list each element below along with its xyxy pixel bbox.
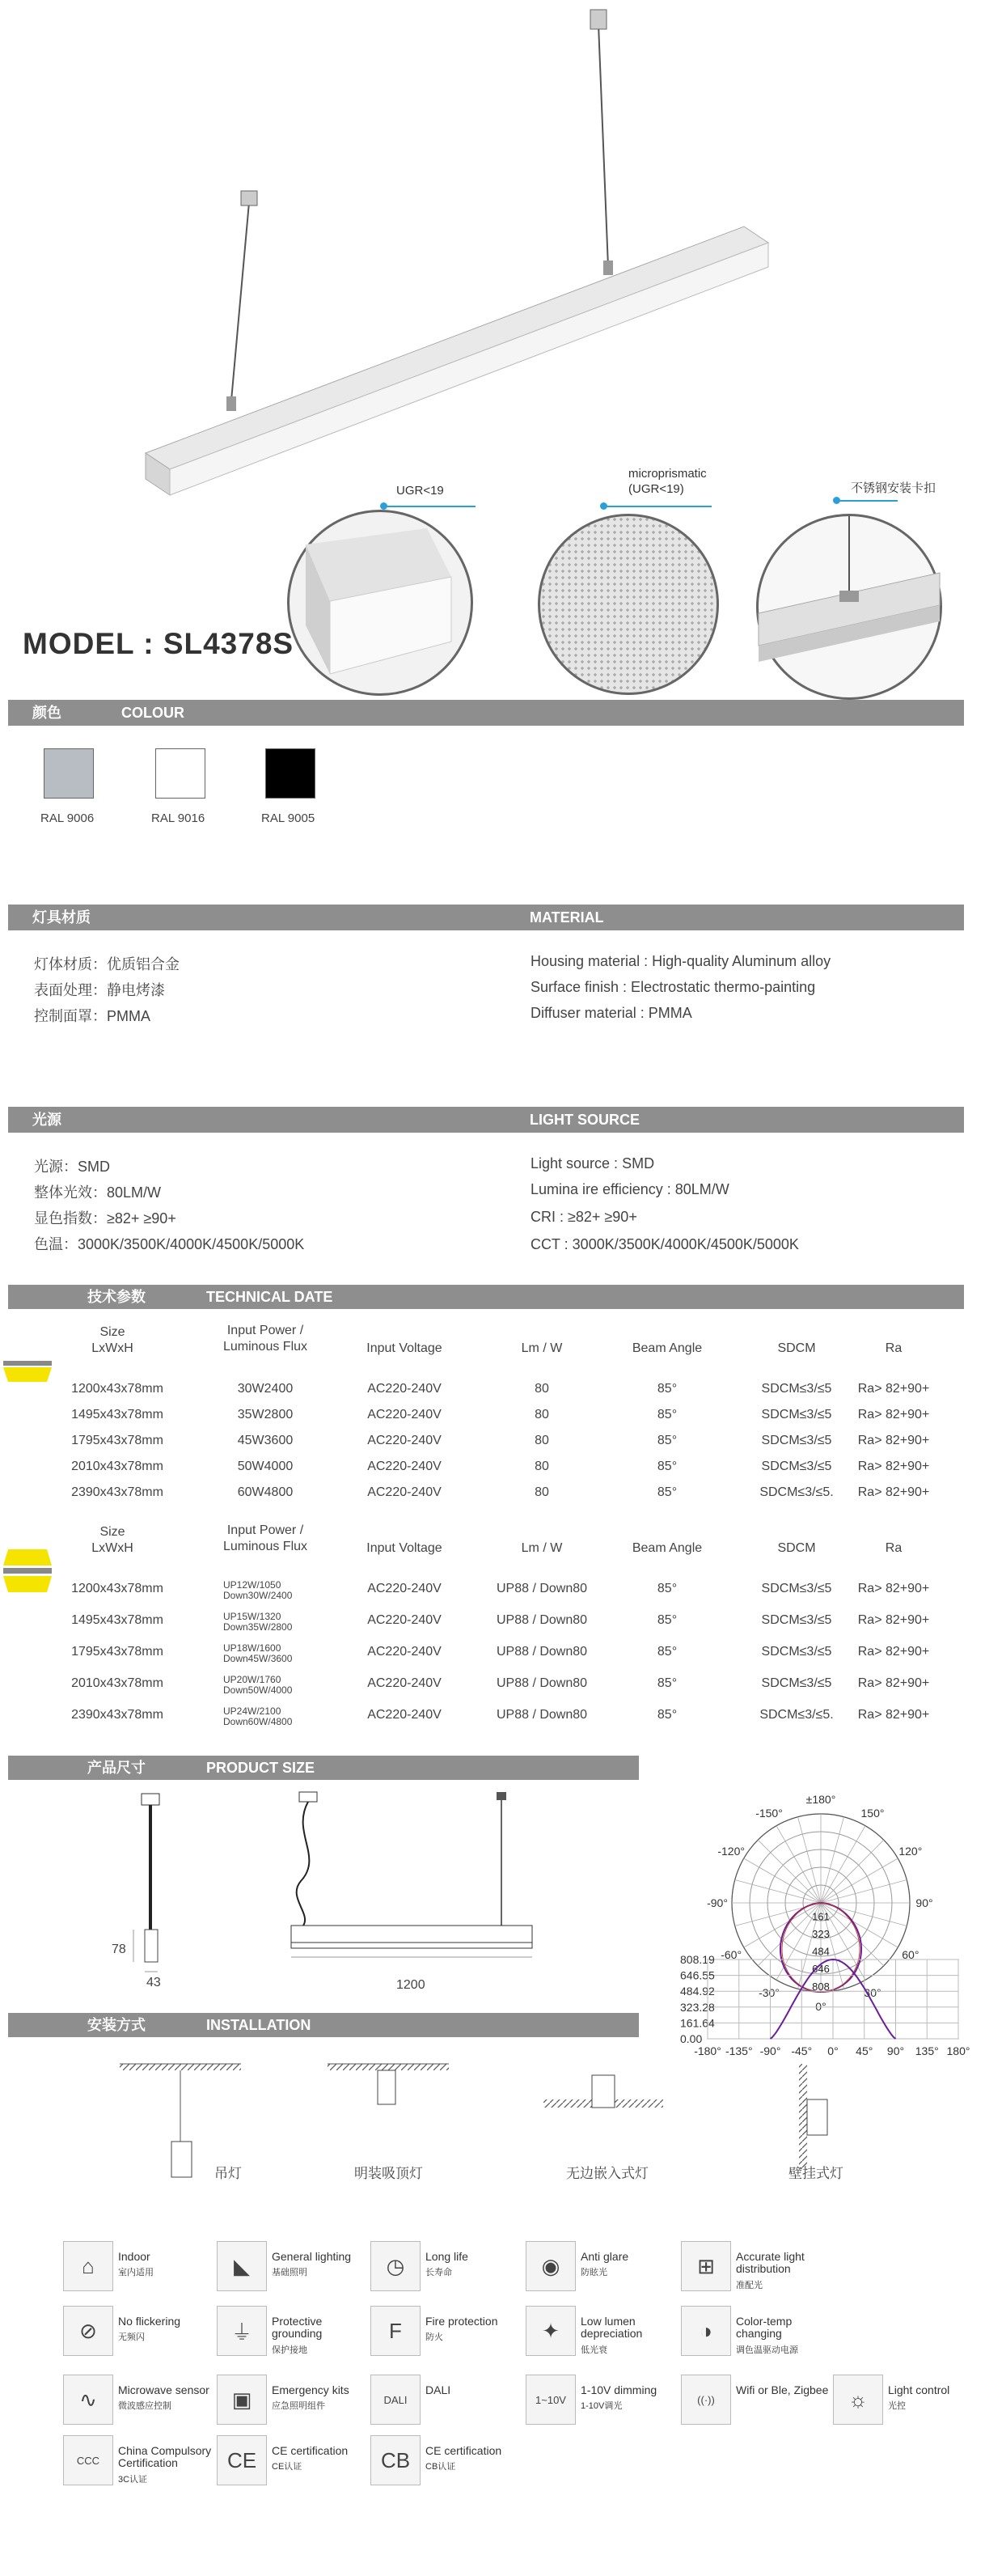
feature-item xyxy=(217,2375,362,2431)
th-beam-angle: Beam Angle xyxy=(632,1341,703,1355)
polar-spoke xyxy=(821,1858,898,1903)
table-cell: Ra> 82+90+ xyxy=(857,1408,930,1421)
cart-x-tick: -135° xyxy=(725,2044,753,2057)
material-section-bar xyxy=(8,905,964,930)
table-cell: 1200x43x78mm xyxy=(71,1382,163,1396)
light-cn-row: 色温：3000K/3500K/4000K/4500K/5000K xyxy=(34,1236,305,1252)
cart-x-tick: -180° xyxy=(694,2044,721,2057)
feature-item xyxy=(681,2241,826,2298)
callout-line xyxy=(387,506,476,507)
th-ra: Ra xyxy=(885,1541,903,1555)
tech-section-bar xyxy=(8,1285,964,1309)
table-cell: AC220-240V xyxy=(367,1460,442,1473)
feature-label-cn: 无频闪 xyxy=(118,2332,145,2342)
eye-icon: ◉ xyxy=(526,2241,576,2291)
polar-spoke xyxy=(744,1858,821,1903)
detail-circle-profile xyxy=(287,510,473,696)
table-cell: 80 xyxy=(535,1460,549,1473)
feature-item xyxy=(526,2375,671,2431)
table-cell: SDCM≤3/≤5 xyxy=(761,1613,832,1627)
th-input-voltage: Input Voltage xyxy=(366,1541,442,1555)
table-cell: Ra> 82+90+ xyxy=(857,1676,930,1690)
material-en-row: Housing material : High-quality Aluminum alloy xyxy=(531,953,831,969)
product-size-drawing xyxy=(0,1784,631,2010)
dim-width: 43 xyxy=(146,1976,161,1989)
table-cell: 80 xyxy=(535,1434,549,1447)
material-en-row: Surface finish : Electrostatic thermo-painting xyxy=(531,979,816,995)
polar-angle-label: -150° xyxy=(755,1807,783,1820)
feature-item xyxy=(63,2435,212,2492)
polar-angle-label: 90° xyxy=(915,1896,933,1909)
polar-spoke xyxy=(776,1826,821,1903)
ground-icon: ⏚ xyxy=(217,2306,267,2356)
feature-label-cn: 低光衰 xyxy=(581,2345,607,2355)
cart-x-tick: 180° xyxy=(946,2044,970,2057)
feature-item xyxy=(63,2241,209,2298)
table-cell: SDCM≤3/≤5. xyxy=(759,1485,834,1499)
table-cell: Ra> 82+90+ xyxy=(857,1645,930,1659)
cart-y-tick: 161.64 xyxy=(680,2016,715,2030)
product-hero-image xyxy=(0,0,970,534)
table-cell: UP20W/1760 xyxy=(223,1674,281,1685)
table-cell: 1795x43x78mm xyxy=(71,1645,163,1659)
material-cn: 灯具材质 xyxy=(32,909,91,926)
install-label-wall: 壁挂式灯 xyxy=(788,2166,843,2181)
table-cell: Down30W/2400 xyxy=(223,1590,293,1601)
tech-cn: 技术参数 xyxy=(87,1289,146,1305)
fire-icon: F xyxy=(370,2306,421,2356)
callout-line xyxy=(607,506,712,507)
feature-label-en: Protective grounding xyxy=(272,2315,323,2340)
product-size-section-bar xyxy=(8,1756,639,1780)
feature-item xyxy=(217,2306,362,2362)
install-label-recessed: 无边嵌入式灯 xyxy=(566,2166,649,2181)
size-cn: 产品尺寸 xyxy=(87,1760,146,1776)
ce-icon: CE xyxy=(217,2435,267,2485)
polar-angle-label: 0° xyxy=(815,2000,826,2013)
table-cell: SDCM≤3/≤5 xyxy=(761,1645,832,1659)
installation-section-bar xyxy=(8,2013,639,2037)
material-en: MATERIAL xyxy=(530,909,604,926)
th-input-power: Input Power / xyxy=(226,1523,304,1537)
emergency-icon: ▣ xyxy=(217,2375,267,2425)
light-en-row: CRI : ≥82+ ≥90+ xyxy=(531,1209,637,1225)
table-cell: 2390x43x78mm xyxy=(71,1708,163,1722)
table-cell: UP88 / Down80 xyxy=(496,1676,588,1690)
callout-ugr: UGR<19 xyxy=(396,484,444,498)
th-lm-w: Lm / W xyxy=(521,1341,563,1355)
table-cell: AC220-240V xyxy=(367,1676,442,1690)
feature-item xyxy=(370,2375,516,2431)
feature-label-en: Indoor xyxy=(118,2250,150,2263)
table-cell: 85° xyxy=(657,1382,678,1396)
polar-angle-label: 150° xyxy=(860,1807,885,1820)
feature-label-cn: 长寿命 xyxy=(425,2268,452,2277)
table-cell: UP15W/1320 xyxy=(223,1611,281,1622)
table-cell: SDCM≤3/≤5 xyxy=(761,1382,832,1396)
table-cell: Ra> 82+90+ xyxy=(857,1460,930,1473)
feature-label-cn: 室内适用 xyxy=(118,2268,154,2277)
table-cell: UP88 / Down80 xyxy=(496,1582,588,1595)
feature-label-en: Light control xyxy=(888,2383,950,2396)
table-cell: 1795x43x78mm xyxy=(71,1434,163,1447)
table-cell: Ra> 82+90+ xyxy=(857,1382,930,1396)
table-cell: 45W3600 xyxy=(237,1434,294,1447)
table-cell: Ra> 82+90+ xyxy=(857,1708,930,1722)
th-sdcm: SDCM xyxy=(777,1541,816,1555)
table-cell: 1495x43x78mm xyxy=(71,1408,163,1421)
feature-label-en: Low lumen depreciation xyxy=(581,2315,643,2340)
polar-angle-label: -90° xyxy=(707,1896,728,1909)
polar-spoke xyxy=(821,1840,884,1903)
table-cell: 2010x43x78mm xyxy=(71,1676,163,1690)
detail-circle-clip xyxy=(756,514,942,700)
table-cell: UP18W/1600 xyxy=(223,1642,281,1654)
table-cell: 1495x43x78mm xyxy=(71,1613,163,1627)
light-en-row: Light source : SMD xyxy=(531,1155,655,1171)
table-cell: 30W2400 xyxy=(237,1382,294,1396)
light-en-row: Lumina ire efficiency : 80LM/W xyxy=(531,1181,729,1197)
table-cell: AC220-240V xyxy=(367,1582,442,1595)
material-cn-row: 灯体材质：优质铝合金 xyxy=(34,956,180,972)
feature-item xyxy=(63,2306,209,2362)
cart-y-tick: 0.00 xyxy=(680,2032,703,2045)
callout-microprismatic: microprismatic xyxy=(628,467,707,481)
table-cell: 2010x43x78mm xyxy=(71,1460,163,1473)
table-cell: SDCM≤3/≤5 xyxy=(761,1460,832,1473)
table-cell: Ra> 82+90+ xyxy=(857,1485,930,1499)
table-cell: Down35W/2800 xyxy=(223,1621,293,1633)
table-cell: 35W2800 xyxy=(237,1408,294,1421)
feature-label-cn: CB认证 xyxy=(425,2462,456,2472)
light-source-section-bar xyxy=(8,1107,964,1133)
table-cell: AC220-240V xyxy=(367,1613,442,1627)
table-cell: 85° xyxy=(657,1708,678,1722)
callout-ugr-2: (UGR<19) xyxy=(628,482,684,496)
feature-label-en: Accurate light distribution xyxy=(736,2250,805,2275)
feature-item xyxy=(63,2375,209,2431)
wifi-icon: ((·)) xyxy=(681,2375,731,2425)
table-cell: 80 xyxy=(535,1408,549,1421)
table-cell: AC220-240V xyxy=(367,1485,442,1499)
table-cell: 85° xyxy=(657,1460,678,1473)
table-cell: Ra> 82+90+ xyxy=(857,1613,930,1627)
table-cell: UP88 / Down80 xyxy=(496,1708,588,1722)
table-cell: Down50W/4000 xyxy=(223,1684,293,1696)
feature-label-cn: 光控 xyxy=(888,2401,906,2411)
cart-x-tick: 0° xyxy=(827,2044,839,2057)
table-cell: 85° xyxy=(657,1676,678,1690)
feature-item xyxy=(526,2306,671,2362)
swatch-ral9016 xyxy=(155,748,205,799)
clock-icon: ◷ xyxy=(370,2241,421,2291)
light-en-row: CCT : 3000K/3500K/4000K/4500K/5000K xyxy=(531,1236,799,1252)
feature-label-cn: 1-10V调光 xyxy=(581,2401,623,2411)
feature-label-en: CE certification xyxy=(272,2444,349,2457)
polar-spoke xyxy=(744,1903,821,1947)
table-cell: 80 xyxy=(535,1485,549,1499)
polar-angle-label: -30° xyxy=(759,1985,780,1999)
install-cn: 安装方式 xyxy=(87,2017,146,2033)
table-cell: UP12W/1050 xyxy=(223,1579,281,1591)
feature-label-en: Anti glare xyxy=(581,2250,629,2263)
table-cell: 85° xyxy=(657,1582,678,1595)
light-control-icon: ☼ xyxy=(833,2375,883,2425)
feature-label-en: Fire protection xyxy=(425,2315,498,2328)
polar-spoke xyxy=(798,1817,821,1903)
table-cell: SDCM≤3/≤5 xyxy=(761,1434,832,1447)
table-cell: 85° xyxy=(657,1434,678,1447)
cart-x-tick: 45° xyxy=(856,2044,873,2057)
dimming-icon: 1~10V xyxy=(526,2375,576,2425)
size-en: PRODUCT SIZE xyxy=(206,1760,315,1776)
cart-y-tick: 808.19 xyxy=(680,1953,715,1966)
th-ra: Ra xyxy=(885,1341,903,1355)
table-cell: AC220-240V xyxy=(367,1434,442,1447)
material-cn-row: 表面处理：静电烤漆 xyxy=(34,982,165,998)
colour-en: COLOUR xyxy=(121,705,184,721)
feature-label-cn: CE认证 xyxy=(272,2462,302,2472)
th-luminous-flux: Luminous Flux xyxy=(222,1340,308,1354)
light-cn-row: 整体光效：80LM/W xyxy=(34,1184,162,1201)
table-cell: SDCM≤3/≤5. xyxy=(759,1708,834,1722)
th-size: Size xyxy=(99,1525,125,1539)
install-label-surface: 明装吸顶灯 xyxy=(354,2166,423,2181)
feature-item xyxy=(370,2306,516,2362)
polar-spoke xyxy=(821,1826,865,1903)
table-cell: 85° xyxy=(657,1613,678,1627)
polar-spoke xyxy=(758,1840,821,1903)
th-lm-w: Lm / W xyxy=(521,1541,563,1555)
tech-table-2 xyxy=(0,1517,970,1760)
cart-x-tick: -90° xyxy=(759,2044,781,2057)
install-en: INSTALLATION xyxy=(206,2017,311,2033)
feature-label-en: CE certification xyxy=(425,2444,502,2457)
polar-angle-label: -120° xyxy=(717,1845,745,1858)
th-input-power: Input Power / xyxy=(226,1324,304,1337)
feature-label-en: DALI xyxy=(425,2383,451,2396)
polar-angle-label: 120° xyxy=(898,1845,923,1858)
polar-ring-label: 161 xyxy=(812,1910,830,1923)
callout-line xyxy=(839,500,898,502)
table-cell: AC220-240V xyxy=(367,1382,442,1396)
bulb-icon: ✦ xyxy=(526,2306,576,2356)
polar-spoke xyxy=(735,1880,821,1903)
color-temp-icon: ◑ xyxy=(681,2306,731,2356)
general-lighting-icon: ◣ xyxy=(217,2241,267,2291)
feature-label-cn: 防眩光 xyxy=(581,2268,607,2277)
feature-label-en: No flickering xyxy=(118,2315,181,2328)
th-input-voltage: Input Voltage xyxy=(366,1341,442,1355)
feature-label-en: Wifi or Ble, Zigbee xyxy=(736,2383,829,2396)
colour-cn: 颜色 xyxy=(32,705,61,721)
cart-x-tick: 135° xyxy=(915,2044,939,2057)
detail-circle-diffuser xyxy=(538,514,719,695)
polar-angle-label: -60° xyxy=(721,1948,742,1961)
table-cell: 1200x43x78mm xyxy=(71,1582,163,1595)
distribution-icon: ⊞ xyxy=(681,2241,731,2291)
feature-label-cn: 应急照明组件 xyxy=(272,2401,325,2411)
feature-label-en: Microwave sensor xyxy=(118,2383,209,2396)
polar-ring-label: 808 xyxy=(812,1980,830,1993)
table-cell: 85° xyxy=(657,1408,678,1421)
table-cell: UP88 / Down80 xyxy=(496,1645,588,1659)
light-cn: 光源 xyxy=(32,1112,61,1128)
polar-angle-label: 30° xyxy=(864,1985,881,1999)
th-beam-angle: Beam Angle xyxy=(632,1541,703,1555)
feature-label-cn: 3C认证 xyxy=(118,2475,148,2485)
polar-spoke xyxy=(821,1880,907,1903)
feature-label-en: China Compulsory Certification xyxy=(118,2444,212,2469)
feature-label-en: Color-temp changing xyxy=(736,2315,793,2340)
table-cell: AC220-240V xyxy=(367,1645,442,1659)
table-cell: Ra> 82+90+ xyxy=(857,1582,930,1595)
polar-spoke xyxy=(821,1903,898,1947)
callout-clip: 不锈钢安装卡扣 xyxy=(851,481,936,495)
th-size: Size xyxy=(99,1325,125,1339)
microwave-icon: ∿ xyxy=(63,2375,113,2425)
cart-x-tick: -45° xyxy=(791,2044,813,2057)
no-flicker-icon: ⊘ xyxy=(63,2306,113,2356)
table-cell: Down60W/4800 xyxy=(223,1716,293,1727)
dim-length: 1200 xyxy=(396,1978,425,1992)
table-cell: Ra> 82+90+ xyxy=(857,1434,930,1447)
feature-label-cn: 防火 xyxy=(425,2332,443,2342)
table-cell: 85° xyxy=(657,1485,678,1499)
table-cell: AC220-240V xyxy=(367,1708,442,1722)
feature-item xyxy=(681,2306,826,2362)
feature-item xyxy=(833,2375,979,2431)
polar-ring-label: 484 xyxy=(812,1945,830,1958)
house-icon: ⌂ xyxy=(63,2241,113,2291)
table-cell: UP24W/2100 xyxy=(223,1705,281,1717)
table-cell: 60W4800 xyxy=(237,1485,294,1499)
swatch-ral9006 xyxy=(44,748,94,799)
swatch-label: RAL 9016 xyxy=(151,811,205,825)
feature-label-cn: 准配光 xyxy=(736,2281,763,2290)
model-title: MODEL : SL4378S xyxy=(23,627,294,660)
table-cell: Down45W/3600 xyxy=(223,1653,293,1664)
polar-spoke xyxy=(821,1817,843,1903)
feature-label-cn: 保护接地 xyxy=(272,2345,307,2355)
polar-angle-label: 60° xyxy=(902,1948,919,1961)
feature-label-cn: 微波感应控制 xyxy=(118,2401,171,2411)
th-lxwxh: LxWxH xyxy=(91,1341,133,1355)
table-cell: 2390x43x78mm xyxy=(71,1485,163,1499)
feature-item xyxy=(526,2241,671,2298)
ccc-icon: CCC xyxy=(63,2435,113,2485)
th-lxwxh: LxWxH xyxy=(91,1541,133,1555)
cart-y-tick: 323.28 xyxy=(680,2000,715,2014)
table-cell: SDCM≤3/≤5 xyxy=(761,1408,832,1421)
light-cn-row: 显色指数：≥82+ ≥90+ xyxy=(34,1210,176,1227)
feature-item xyxy=(217,2241,362,2298)
table-cell: 80 xyxy=(535,1382,549,1396)
swatch-label: RAL 9006 xyxy=(40,811,95,825)
feature-label-en: 1-10V dimming xyxy=(581,2383,657,2396)
polar-angle-label: ±180° xyxy=(805,1793,836,1806)
table-cell: SDCM≤3/≤5 xyxy=(761,1676,832,1690)
feature-label-en: Long life xyxy=(425,2250,468,2263)
polar-ring-label: 323 xyxy=(812,1928,830,1941)
material-en-row: Diffuser material : PMMA xyxy=(531,1005,692,1021)
feature-label-cn: 基础照明 xyxy=(272,2268,307,2277)
table-cell: 50W4000 xyxy=(237,1460,294,1473)
swatch-ral9005 xyxy=(265,748,315,799)
feature-label-en: Emergency kits xyxy=(272,2383,349,2396)
feature-item xyxy=(681,2375,829,2431)
dim-height: 78 xyxy=(112,1943,126,1956)
feature-item xyxy=(370,2241,516,2298)
th-sdcm: SDCM xyxy=(777,1341,816,1355)
tech-table-1 xyxy=(0,1317,970,1503)
cart-y-tick: 646.55 xyxy=(680,1968,715,1982)
cb-icon: CB xyxy=(370,2435,421,2485)
material-cn-row: 控制面罩：PMMA xyxy=(34,1008,150,1024)
th-luminous-flux: Luminous Flux xyxy=(222,1540,308,1553)
light-cn-row: 光源：SMD xyxy=(34,1159,110,1175)
table-cell: AC220-240V xyxy=(367,1408,442,1421)
table-cell: UP88 / Down80 xyxy=(496,1613,588,1627)
install-label-pendant: 吊灯 xyxy=(214,2166,242,2181)
feature-label-en: General lighting xyxy=(272,2250,352,2263)
feature-item xyxy=(370,2435,516,2492)
dali-icon: DALI xyxy=(370,2375,421,2425)
light-en: LIGHT SOURCE xyxy=(530,1112,640,1128)
feature-label-cn: 调色温驱动电源 xyxy=(736,2345,798,2355)
polar-ring-label: 646 xyxy=(812,1963,830,1976)
colour-section-bar xyxy=(8,700,964,726)
table-cell: 85° xyxy=(657,1645,678,1659)
table-cell: SDCM≤3/≤5 xyxy=(761,1582,832,1595)
cart-x-tick: 90° xyxy=(886,2044,905,2057)
tech-en: TECHNICAL DATE xyxy=(206,1289,333,1305)
cart-y-tick: 484.92 xyxy=(680,1985,715,1998)
feature-item xyxy=(217,2435,362,2492)
swatch-label: RAL 9005 xyxy=(261,811,315,825)
